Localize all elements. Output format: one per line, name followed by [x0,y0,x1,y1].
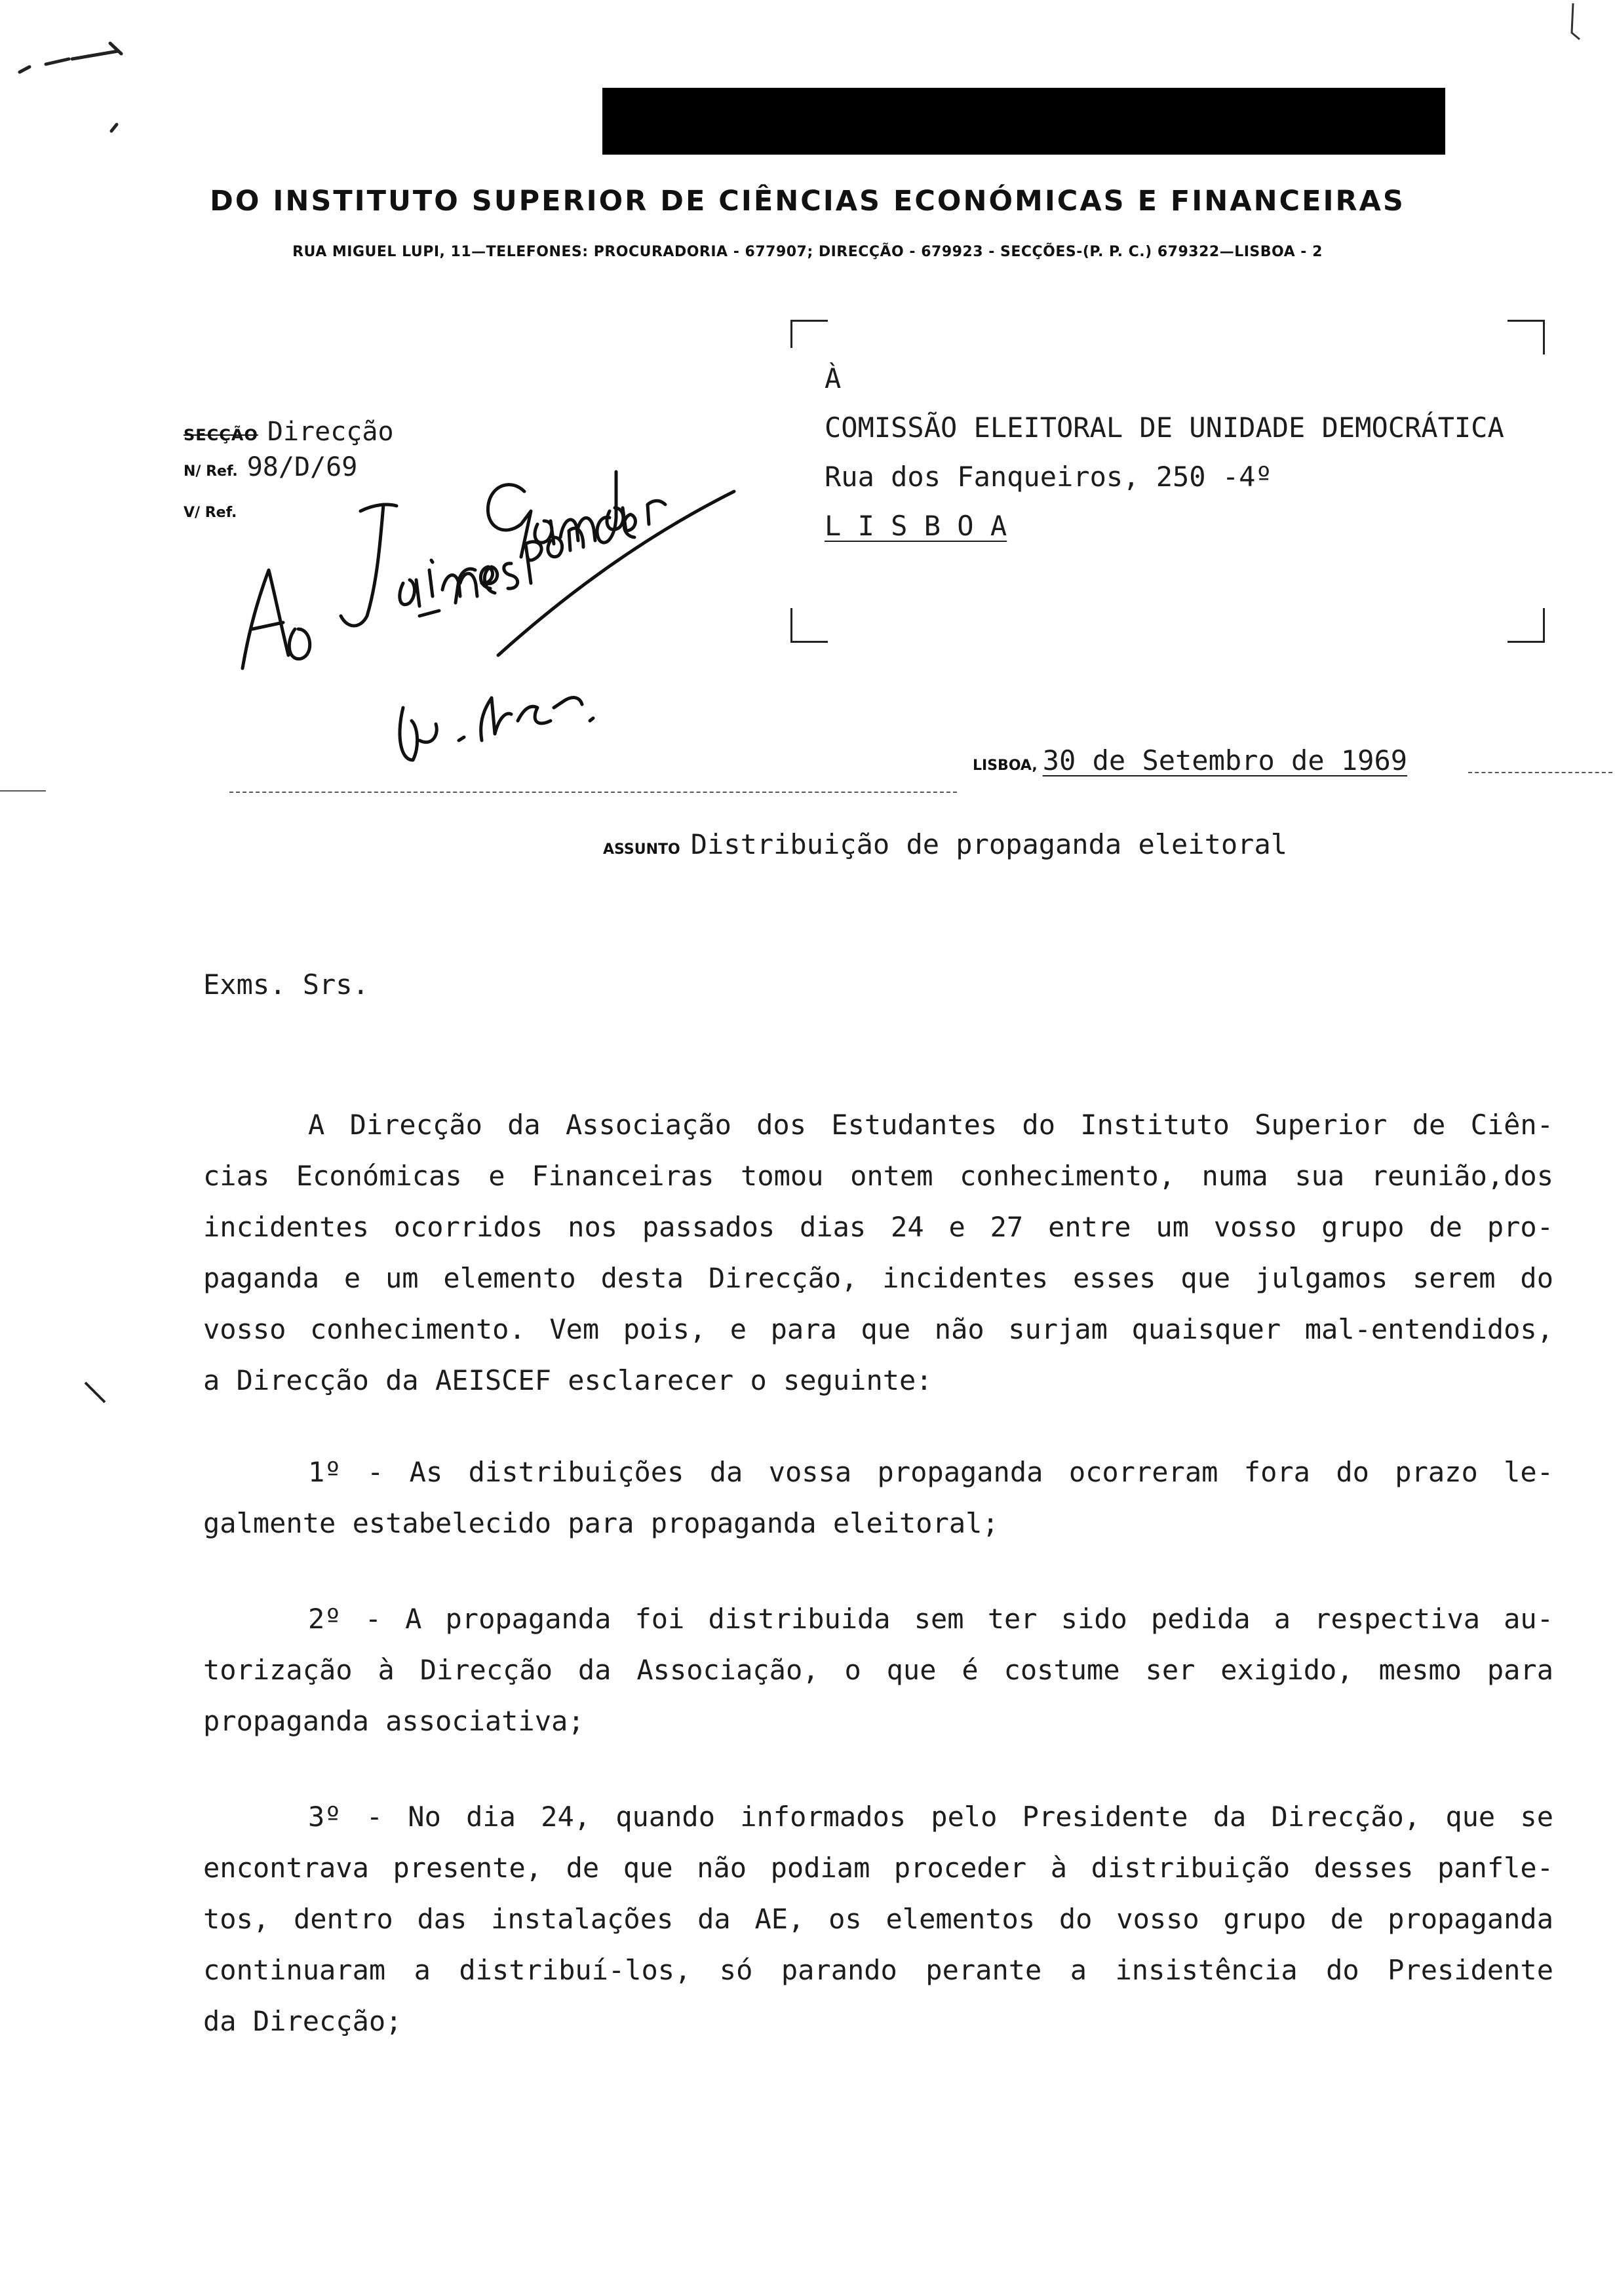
our-ref-label: N/ Ref. [184,463,238,480]
point-3 [203,1791,1553,2047]
date-trailing-dashes [1468,772,1612,773]
address-window-corner-tr [1508,320,1545,354]
point-line: galmente estabelecido para propaganda eleitoral; [203,1507,999,1539]
our-ref-value: 98/D/69 [246,452,358,482]
redaction-bar [602,88,1445,155]
margin-tick-mark [79,1376,118,1415]
subject-value: Distribuição de propaganda eleitoral [690,828,1288,860]
point-line: encontrava presente, de que não podiam proceder à distribuição desses panfle- [203,1852,1553,1884]
section-value: Direcção [267,417,394,447]
point-line: da Direcção; [203,2005,402,2037]
date-value: 30 de Setembro de 1969 [1042,744,1408,776]
point-line: 3º - No dia 24, quando informados pelo Presidente da Direcção, que se [308,1801,1553,1833]
date-leader-dashes [229,792,957,793]
fold-mark [0,790,46,792]
recipient-name: COMISSÃO ELEITORAL DE UNIDADE DEMOCRÁTICA [825,411,1504,444]
address-window-corner-tl [790,320,828,348]
point-line: 1º - As distribuições da vossa propaganda ocorreram fora do prazo le- [308,1456,1553,1488]
recipient-block [825,354,1504,550]
point-1 [203,1447,1553,1549]
intro-paragraph [203,1100,1553,1406]
institution-name: DO INSTITUTO SUPERIOR DE CIÊNCIAS ECONÓMICAS E FINANCEIRAS [210,185,1405,218]
institution-address: RUA MIGUEL LUPI, 11—TELEFONES: PROCURADORIA - 677907; DIRECÇÃO - 679923 - SECÇÕES-(P. P. C.) 679322—LISBOA - 2 [292,244,1323,260]
point-line: torização à Direcção da Associação, o que é costume ser exigido, mesmo para [203,1654,1553,1686]
corner-pen-mark [1553,0,1593,59]
point-line: propaganda associativa; [203,1705,585,1737]
point-line: tos, dentro das instalações da AE, os elementos do vosso grupo de propaganda [203,1903,1553,1935]
recipient-to: À [825,362,842,394]
recipient-city: L I S B O A [825,510,1007,542]
intro-line: a Direcção da AEISCEF esclarecer o seguinte: [203,1364,933,1396]
subject-label: ASSUNTO [603,841,680,858]
point-2 [203,1594,1553,1747]
recipient-street: Rua dos Fanqueiros, 250 -4º [825,461,1272,493]
intro-line: paganda e um elemento desta Direcção, incidentes esses que julgamos serem do [203,1262,1553,1294]
intro-line: incidentes ocorridos nos passados dias 24 e 27 entre um vosso grupo de pro- [203,1211,1553,1243]
stray-pen-marks [7,26,138,144]
address-window-corner-bl [790,608,828,643]
intro-line: A Direcção da Associação dos Estudantes do Instituto Superior de Ciên- [308,1109,1553,1141]
date-place-label: LISBOA, [973,757,1038,774]
address-window-corner-br [1508,608,1545,643]
point-line: continuaram a distribuí-los, só parando perante a insistência do Presidente [203,1954,1553,1986]
greeting: Exms. Srs. [203,968,369,1001]
section-label: SECÇÃO [184,426,258,444]
your-ref-label: V/ Ref. [184,505,237,521]
handwritten-annotation [223,432,760,773]
intro-line: cias Económicas e Financeiras tomou ontem conhecimento, numa sua reunião,dos [203,1160,1553,1192]
date-line [973,744,1407,776]
intro-line: vosso conhecimento. Vem pois, e para que não surjam quaisquer mal-entendidos, [203,1313,1553,1345]
subject-line [603,828,1287,860]
point-line: 2º - A propaganda foi distribuida sem ter sido pedida a respectiva au- [308,1603,1553,1635]
